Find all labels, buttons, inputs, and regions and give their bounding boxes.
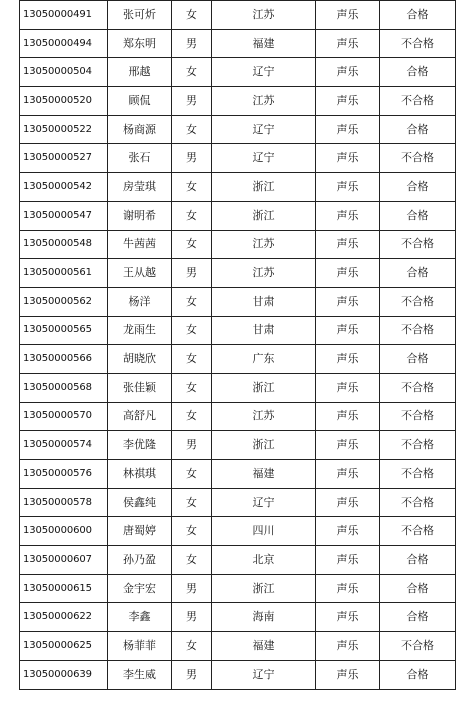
name-cell: 杨商源 [108, 115, 172, 144]
result-cell: 合格 [380, 201, 456, 230]
id-cell: 13050000622 [20, 603, 108, 632]
table-row [20, 230, 456, 259]
gender-cell: 女 [172, 287, 212, 316]
id-cell: 13050000574 [20, 431, 108, 460]
result-cell: 不合格 [380, 287, 456, 316]
province-cell: 江苏 [212, 259, 316, 288]
subject-cell: 声乐 [316, 431, 380, 460]
gender-cell: 女 [172, 402, 212, 431]
province-cell: 辽宁 [212, 488, 316, 517]
name-cell: 侯鑫纯 [108, 488, 172, 517]
subject-cell: 声乐 [316, 115, 380, 144]
id-cell: 13050000542 [20, 173, 108, 202]
result-cell: 合格 [380, 574, 456, 603]
name-cell: 张佳颖 [108, 373, 172, 402]
name-cell: 唐蜀婷 [108, 517, 172, 546]
province-cell: 浙江 [212, 373, 316, 402]
gender-cell: 男 [172, 431, 212, 460]
subject-cell: 声乐 [316, 29, 380, 58]
subject-cell: 声乐 [316, 144, 380, 173]
result-cell: 不合格 [380, 373, 456, 402]
table-row [20, 144, 456, 173]
province-cell: 江苏 [212, 1, 316, 30]
id-cell: 13050000570 [20, 402, 108, 431]
gender-cell: 男 [172, 87, 212, 116]
table-row [20, 373, 456, 402]
id-cell: 13050000639 [20, 660, 108, 689]
province-cell: 甘肃 [212, 316, 316, 345]
table-row [20, 259, 456, 288]
result-cell: 合格 [380, 259, 456, 288]
name-cell: 邢越 [108, 58, 172, 87]
result-cell: 不合格 [380, 460, 456, 489]
subject-cell: 声乐 [316, 58, 380, 87]
province-cell: 北京 [212, 546, 316, 575]
subject-cell: 声乐 [316, 87, 380, 116]
results-sheet [19, 0, 455, 690]
table-row [20, 603, 456, 632]
province-cell: 甘肃 [212, 287, 316, 316]
gender-cell: 女 [172, 517, 212, 546]
id-cell: 13050000491 [20, 1, 108, 30]
subject-cell: 声乐 [316, 287, 380, 316]
table-row [20, 115, 456, 144]
result-cell: 不合格 [380, 316, 456, 345]
table-row [20, 574, 456, 603]
province-cell: 海南 [212, 603, 316, 632]
subject-cell: 声乐 [316, 373, 380, 402]
id-cell: 13050000615 [20, 574, 108, 603]
province-cell: 江苏 [212, 87, 316, 116]
province-cell: 江苏 [212, 402, 316, 431]
subject-cell: 声乐 [316, 173, 380, 202]
name-cell: 孙乃盈 [108, 546, 172, 575]
province-cell: 浙江 [212, 431, 316, 460]
province-cell: 福建 [212, 460, 316, 489]
name-cell: 金宇宏 [108, 574, 172, 603]
gender-cell: 男 [172, 574, 212, 603]
table-row [20, 632, 456, 661]
results-table-body [20, 1, 456, 690]
result-cell: 不合格 [380, 87, 456, 116]
id-cell: 13050000520 [20, 87, 108, 116]
table-row [20, 488, 456, 517]
name-cell: 牛茜茜 [108, 230, 172, 259]
gender-cell: 女 [172, 173, 212, 202]
province-cell: 江苏 [212, 230, 316, 259]
name-cell: 李生威 [108, 660, 172, 689]
subject-cell: 声乐 [316, 632, 380, 661]
table-row [20, 29, 456, 58]
id-cell: 13050000568 [20, 373, 108, 402]
id-cell: 13050000566 [20, 345, 108, 374]
id-cell: 13050000562 [20, 287, 108, 316]
gender-cell: 男 [172, 660, 212, 689]
result-cell: 不合格 [380, 431, 456, 460]
gender-cell: 女 [172, 460, 212, 489]
table-row [20, 1, 456, 30]
gender-cell: 女 [172, 546, 212, 575]
name-cell: 杨菲菲 [108, 632, 172, 661]
id-cell: 13050000547 [20, 201, 108, 230]
subject-cell: 声乐 [316, 1, 380, 30]
id-cell: 13050000565 [20, 316, 108, 345]
result-cell: 不合格 [380, 517, 456, 546]
subject-cell: 声乐 [316, 259, 380, 288]
id-cell: 13050000522 [20, 115, 108, 144]
id-cell: 13050000625 [20, 632, 108, 661]
id-cell: 13050000561 [20, 259, 108, 288]
gender-cell: 女 [172, 1, 212, 30]
table-row [20, 517, 456, 546]
gender-cell: 女 [172, 632, 212, 661]
table-row [20, 402, 456, 431]
province-cell: 辽宁 [212, 115, 316, 144]
name-cell: 林祺琪 [108, 460, 172, 489]
result-cell: 合格 [380, 115, 456, 144]
result-cell: 合格 [380, 546, 456, 575]
gender-cell: 女 [172, 488, 212, 517]
name-cell: 郑东明 [108, 29, 172, 58]
gender-cell: 女 [172, 345, 212, 374]
name-cell: 胡晓欣 [108, 345, 172, 374]
table-row [20, 173, 456, 202]
province-cell: 辽宁 [212, 660, 316, 689]
gender-cell: 女 [172, 230, 212, 259]
gender-cell: 女 [172, 316, 212, 345]
table-row [20, 87, 456, 116]
subject-cell: 声乐 [316, 345, 380, 374]
subject-cell: 声乐 [316, 603, 380, 632]
gender-cell: 女 [172, 373, 212, 402]
result-cell: 不合格 [380, 402, 456, 431]
table-row [20, 660, 456, 689]
name-cell: 王从越 [108, 259, 172, 288]
id-cell: 13050000600 [20, 517, 108, 546]
province-cell: 辽宁 [212, 144, 316, 173]
subject-cell: 声乐 [316, 546, 380, 575]
name-cell: 张石 [108, 144, 172, 173]
table-row [20, 58, 456, 87]
gender-cell: 男 [172, 144, 212, 173]
table-row [20, 345, 456, 374]
result-cell: 不合格 [380, 144, 456, 173]
subject-cell: 声乐 [316, 316, 380, 345]
province-cell: 浙江 [212, 201, 316, 230]
result-cell: 合格 [380, 660, 456, 689]
gender-cell: 女 [172, 58, 212, 87]
gender-cell: 女 [172, 115, 212, 144]
gender-cell: 男 [172, 259, 212, 288]
table-row [20, 316, 456, 345]
province-cell: 浙江 [212, 574, 316, 603]
id-cell: 13050000576 [20, 460, 108, 489]
gender-cell: 男 [172, 603, 212, 632]
province-cell: 辽宁 [212, 58, 316, 87]
subject-cell: 声乐 [316, 574, 380, 603]
results-table [19, 0, 456, 690]
subject-cell: 声乐 [316, 660, 380, 689]
province-cell: 福建 [212, 29, 316, 58]
province-cell: 浙江 [212, 173, 316, 202]
name-cell: 杨洋 [108, 287, 172, 316]
id-cell: 13050000504 [20, 58, 108, 87]
province-cell: 福建 [212, 632, 316, 661]
result-cell: 合格 [380, 173, 456, 202]
result-cell: 合格 [380, 345, 456, 374]
name-cell: 高舒凡 [108, 402, 172, 431]
id-cell: 13050000578 [20, 488, 108, 517]
result-cell: 不合格 [380, 230, 456, 259]
subject-cell: 声乐 [316, 402, 380, 431]
result-cell: 合格 [380, 58, 456, 87]
table-row [20, 460, 456, 489]
table-row [20, 431, 456, 460]
name-cell: 李鑫 [108, 603, 172, 632]
name-cell: 张可炘 [108, 1, 172, 30]
province-cell: 四川 [212, 517, 316, 546]
id-cell: 13050000527 [20, 144, 108, 173]
result-cell: 不合格 [380, 488, 456, 517]
result-cell: 合格 [380, 1, 456, 30]
result-cell: 不合格 [380, 29, 456, 58]
name-cell: 李优隆 [108, 431, 172, 460]
table-row [20, 201, 456, 230]
id-cell: 13050000494 [20, 29, 108, 58]
subject-cell: 声乐 [316, 201, 380, 230]
subject-cell: 声乐 [316, 230, 380, 259]
gender-cell: 女 [172, 201, 212, 230]
subject-cell: 声乐 [316, 517, 380, 546]
id-cell: 13050000548 [20, 230, 108, 259]
result-cell: 合格 [380, 603, 456, 632]
table-row [20, 546, 456, 575]
name-cell: 谢明希 [108, 201, 172, 230]
gender-cell: 男 [172, 29, 212, 58]
name-cell: 龙雨生 [108, 316, 172, 345]
name-cell: 顾侃 [108, 87, 172, 116]
province-cell: 广东 [212, 345, 316, 374]
name-cell: 房莹琪 [108, 173, 172, 202]
subject-cell: 声乐 [316, 460, 380, 489]
result-cell: 不合格 [380, 632, 456, 661]
table-row [20, 287, 456, 316]
id-cell: 13050000607 [20, 546, 108, 575]
subject-cell: 声乐 [316, 488, 380, 517]
